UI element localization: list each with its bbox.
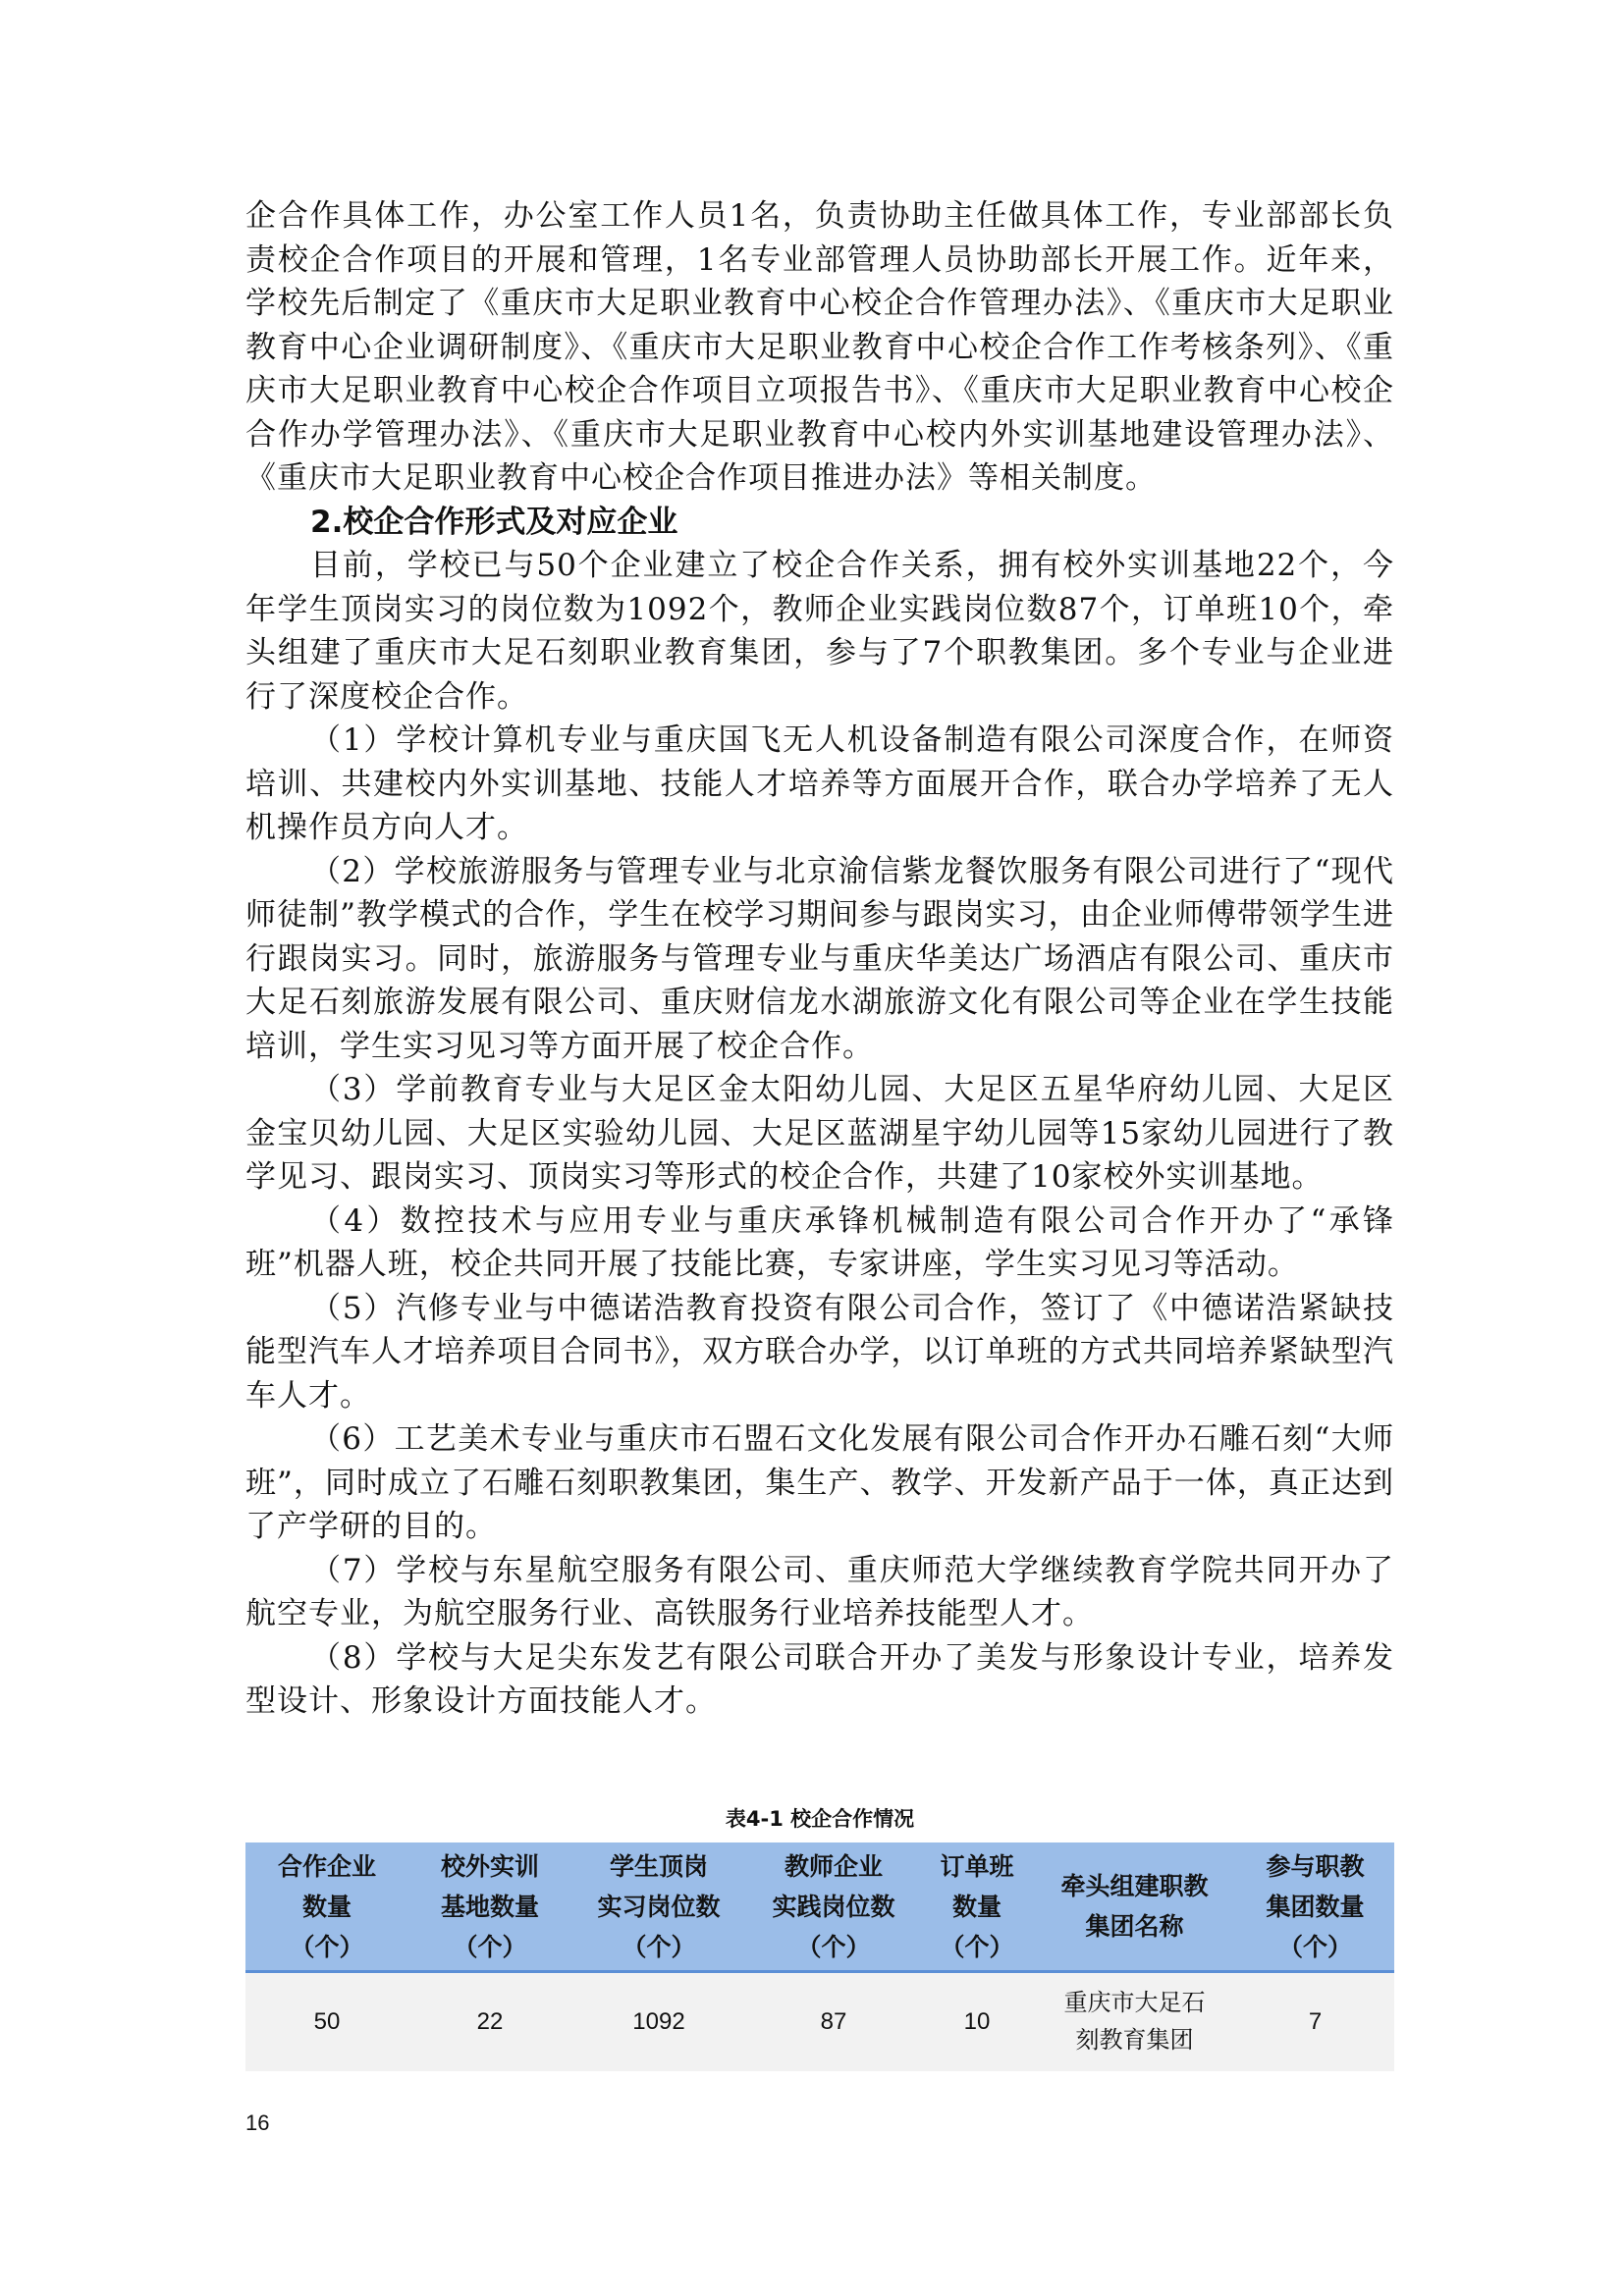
header-cell: 订单班 数量 （个）: [921, 1842, 1033, 1972]
table-cell: 7: [1236, 1972, 1394, 2072]
table-row: [245, 1972, 1394, 2072]
table-header-row: [245, 1842, 1394, 1972]
header-cell: 参与职教 集团数量 （个）: [1236, 1842, 1394, 1972]
table-cell: 50: [245, 1972, 408, 2072]
cooperation-table: [245, 1842, 1394, 2071]
header-cell: 牵头组建职教 集团名称: [1033, 1842, 1236, 1972]
body-paragraph: 目前，学校已与50个企业建立了校企合作关系，拥有校外实训基地22个，今年学生顶岗实习的岗位数为1092个，教师企业实践岗位数87个，订单班10个，牵头组建了重庆市大足石刻职业教育集团，参与了7个职教集团。多个专业与企业进行了深度校企合作。: [245, 548, 1394, 715]
body-paragraph: （2）学校旅游服务与管理专业与北京渝信紫龙餐饮服务有限公司进行了“现代师徒制”教学模式的合作，学生在校学习期间参与跟岗实习，由企业师傅带领学生进行跟岗实习。同时，旅游服务与管理专业与重庆华美达广场酒店有限公司、重庆市大足石刻旅游发展有限公司、重庆财信龙水湖旅游文化有限公司等企业在学生技能培训，学生实习见习等方面开展了校企合作。: [245, 853, 1394, 1064]
table-cell: 22: [408, 1972, 571, 2072]
body-paragraph: （7）学校与东星航空服务有限公司、重庆师范大学继续教育学院共同开办了航空专业，为航空服务行业、高铁服务行业培养技能型人才。: [245, 1552, 1394, 1631]
table-caption: 表4-1 校企合作情况: [725, 1807, 915, 1831]
table-cell: 87: [746, 1972, 921, 2072]
intro-paragraph: 企合作具体工作，办公室工作人员1名，负责协助主任做具体工作，专业部部长负责校企合作项目的开展和管理，1名专业部管理人员协助部长开展工作。近年来，学校先后制定了《重庆市大足职业教育中心校企合作管理办法》、《重庆市大足职业教育中心企业调研制度》、《重庆市大足职业教育中心校企合作工作考核条列》、《重庆市大足职业教育中心校企合作项目立项报告书》、《重庆市大足职业教育中心校企合作办学管理办法》、《重庆市大足职业教育中心校内外实训基地建设管理办法》、《重庆市大足职业教育中心校企合作项目推进办法》等相关制度。: [245, 198, 1394, 496]
header-cell: 合作企业 数量 （个）: [245, 1842, 408, 1972]
header-cell: 学生顶岗 实习岗位数 （个）: [571, 1842, 746, 1972]
section-heading: 2.校企合作形式及对应企业: [310, 504, 678, 540]
table-cell: 10: [921, 1972, 1033, 2072]
page-content: [245, 194, 1394, 1724]
table-cell: 重庆市大足石 刻教育集团: [1033, 1972, 1236, 2072]
header-cell: 教师企业 实践岗位数 （个）: [746, 1842, 921, 1972]
body-paragraph: （8）学校与大足尖东发艺有限公司联合开办了美发与形象设计专业，培养发型设计、形象设计方面技能人才。: [245, 1639, 1394, 1719]
body-paragraph: （6）工艺美术专业与重庆市石盟石文化发展有限公司合作开办石雕石刻“大师班”，同时成立了石雕石刻职教集团，集生产、教学、开发新产品于一体，真正达到了产学研的目的。: [245, 1421, 1394, 1544]
body-paragraph: （1）学校计算机专业与重庆国飞无人机设备制造有限公司深度合作，在师资培训、共建校内外实训基地、技能人才培养等方面展开合作，联合办学培养了无人机操作员方向人才。: [245, 722, 1394, 845]
body-paragraph: （4）数控技术与应用专业与重庆承锋机械制造有限公司合作开办了“承锋班”机器人班，校企共同开展了技能比赛，专家讲座，学生实习见习等活动。: [245, 1202, 1394, 1282]
header-cell: 校外实训 基地数量 （个）: [408, 1842, 571, 1972]
body-paragraph: （5）汽修专业与中德诺浩教育投资有限公司合作，签订了《中德诺浩紧缺技能型汽车人才培养项目合同书》，双方联合办学，以订单班的方式共同培养紧缺型汽车人才。: [245, 1290, 1394, 1414]
body-paragraph: （3）学前教育专业与大足区金太阳幼儿园、大足区五星华府幼儿园、大足区金宝贝幼儿园、大足区实验幼儿园、大足区蓝湖星宇幼儿园等15家幼儿园进行了教学见习、跟岗实习、顶岗实习等形式的校企合作，共建了10家校外实训基地。: [245, 1072, 1394, 1195]
table-cell: 1092: [571, 1972, 746, 2072]
page-number: 16: [245, 2110, 270, 2135]
